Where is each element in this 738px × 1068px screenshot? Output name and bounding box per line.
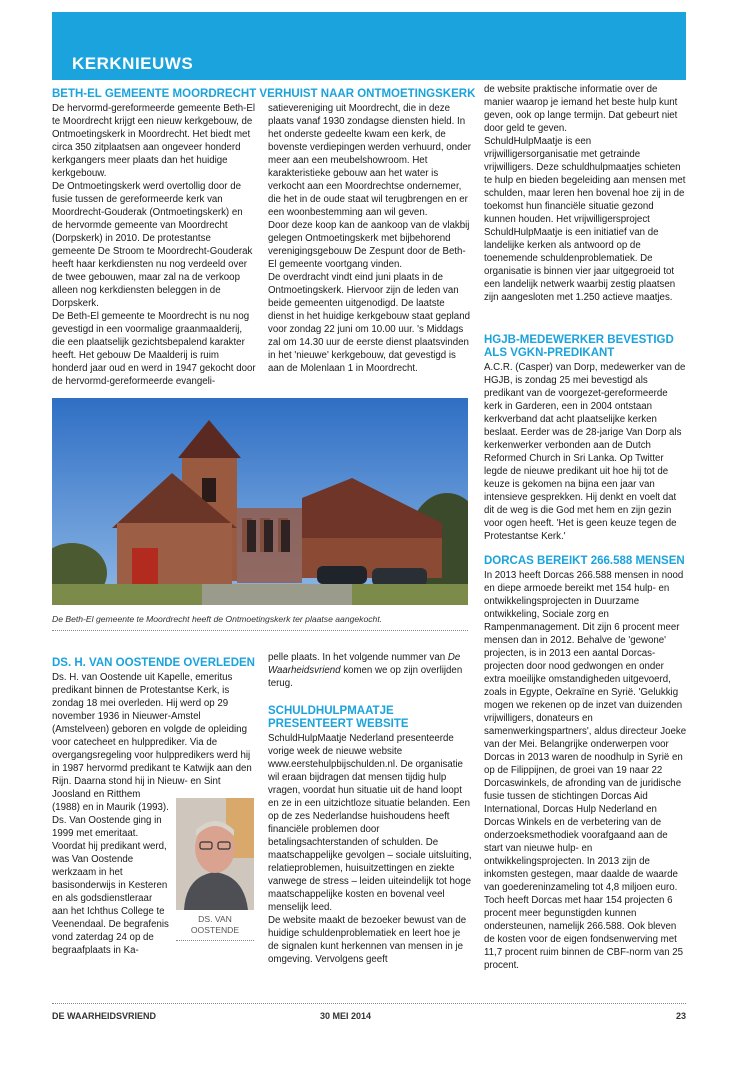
paragraph: SchuldHulpMaatje is een vrijwilligersorganisatie met getrainde vrijwilligers. Deze schuldhulpmaatjes schieten te hulp en bieden begeleiding aan mensen met schulden, maar leren hen bovenal hoe zij in de toekomst hun financiële situatie gezond kunnen houden. Het vrijwilligersproject SchuldHulpMaatje is een initiatief van de landelijke kerken als antwoord op de toenemende schuldenproblematiek. De organisatie is binnen vier jaar uitgegroeid tot een landelijk netwerk waarbij zestig plaatsen zijn aangesloten met 1.250 actieve maatjes. <box>484 136 686 303</box>
article-title-hgjb: HGJB-MEDEWERKER BEVESTIGD ALS VGKN-PREDIKANT <box>484 334 674 359</box>
paragraph: Door deze koop kan de aankoop van de vlakbij gelegen Ontmoetingskerk met bijbehorend verenigingsgebouw De Zespunt door de Beth-El gemeente voortgang vinden. <box>268 220 470 270</box>
divider <box>52 630 468 631</box>
page-number: 23 <box>675 1011 686 1021</box>
paragraph: De Beth-El gemeente te Moordrecht is nu nog gevestigd in een voormalige graanmaalderij, die een plaatselijk gezichtsbepalend karakter heeft. Het gebouw De Maalderij is ruim honderd jaar oud en werd in 1947 gekocht door de hervormd-gereformeerde evangeli- <box>52 311 256 387</box>
portrait-divider <box>176 940 254 941</box>
article-title-oostende: DS. H. VAN OOSTENDE OVERLEDEN <box>52 657 255 669</box>
section-banner <box>52 12 686 80</box>
text: pelle plaats. In het volgende nummer van <box>268 652 448 663</box>
article-oostende-intro: Ds. H. van Oostende uit Kapelle, emeritus predikant binnen de Protestantse Kerk, is zondag 18 mei overleden. Hij werd op 29 november 1936 in Nieuwer-Amstel (Amstelveen) geboren en volgde de opleiding voor catecheet en hulpprediker. Via de overgangsregeling voor hulppredikers werd hij in 1987 hervormd predikant te Katwijk aan den Rijn. Daarna stond hij in Nieuw- en Sint <box>52 672 252 787</box>
paragraph: de website praktische informatie over de manier waarop je iemand het beste hulp kunt geven, ook op lange termijn. Dat gebeurt niet door geld te geven. <box>484 84 678 134</box>
paragraph: De hervormd-gereformeerde gemeente Beth-El te Moordrecht krijgt een nieuw kerkgebouw, de Ontmoetingskerk in Moordrecht. Het biedt met circa 350 zitplaatsen aan ongeveer honderd kerkgangers meer plaats dan het huidige kerkgebouw. <box>52 103 255 179</box>
article-schuldhulp-body <box>268 732 472 966</box>
portrait-caption: DS. VAN OOSTENDE <box>190 914 240 935</box>
article-title-schuldhulp: SCHULDHULPMAATJE PRESENTEERT WEBSITE <box>268 705 409 730</box>
article-title-dorcas: DORCAS BEREIKT 266.588 MENSEN <box>484 555 685 567</box>
article-dorcas-body: In 2013 heeft Dorcas 266.588 mensen in nood en diepe armoede bereikt met 154 hulp- en ontwikkelingsprojecten in Duurzame ontwikkeling, Sociale zorg en Rampenmanagement. Dit zijn 6 procent meer mensen dan in 2012. Behalve de 'gewone' projecten, is in 2013 een aantal Dorcas-projecten door nood gedwongen en onder extra moeilijke omstandigheden uitgevoerd, zoals in Egypte, Oekraïne en Syrië. 'Gelukkig mogen we rekenen op de inzet van duizenden vrijwilligers, donateurs en samenwerkingspartners', aldus directeur Joeke van der Mei. Belangrijke onderwerpen voor Dorcas in 2013 waren de noodhulp in Syrië en op de Filippijnen, de groei van 19 naar 22 Dorcaswinkels, de afronding van de juridische fusie tussen de stichtingen Dorcas Aid International, Dorcas Hulp Nederland en Dorcas Winkels en de verbetering van de onderzoeksmethodiek voorafgaand aan de start van nieuwe hulp- en ontwikkelingsprojecten. In 2013 zijn de inkomsten gestegen, maar daalde de waarde van goedereninzameling tot 4,8 miljoen euro. Toch heeft Dorcas met haar 154 projecten 6 procent meer begunstigden kunnen ondersteunen, namelijk 266.588. Ook bleven de kosten voor de eigen fondsenwerving met 11,7 procent ruim binnen de CBF-norm van 25 procent. <box>484 570 687 971</box>
article-schuldhulp-cont <box>484 83 688 304</box>
article-oostende-narrow: Joosland en Ritthem (1988) en in Maurik (1993). Ds. Van Oostende ging in 1999 met emeritaat. Voordat hij predikant werd, was Van Oostende werkzaam in het basisonderwijs in Kesteren en als godsdienstleraar aan het Ichthus College te Veenendaal. De begrafenis vond zaterdag 24 op de begraafplaats in Ka- <box>52 789 169 956</box>
paragraph: SchuldHulpMaatje Nederland presenteerde vorige week de nieuwe website www.eerstehulpbijschulden.nl. De organisatie wil eraan bijdragen dat mensen tijdig hulp vragen, voordat hun situatie uit de hand loopt en ze in een uitzichtloze situatie belanden. Een op de zes Nederlandse huishoudens heeft financiële problemen door betalingsachterstanden of schulden. De maatschappelijke gevolgen – sociale uitsluiting, relatieproblemen, huisuitzettingen en ziekte vanwege de stress – leiden uiteindelijk tot hoge maatschappelijke kosten en bovenal veel menselijk leed. <box>268 733 472 913</box>
article-bethel-col1 <box>52 102 256 388</box>
paragraph: satievereniging uit Moordrecht, die in deze plaats vanaf 1930 zondagse diensten hield. In het onderste gedeelte kwam een kerk, de bovenste verdiepingen werden verhuurd, onder meer aan een meubelshowroom. Het karakteristieke gebouw aan het water is verkocht aan een Moordrechtse ondernemer, die het in de oude staat wil terugbrengen en er een woonbestemming aan wil geven. <box>268 103 472 218</box>
footer-magazine: DE WAARHEIDSVRIEND <box>52 1011 157 1021</box>
article-bethel-col2 <box>268 102 472 375</box>
article-title-bethel: BETH-EL GEMEENTE MOORDRECHT VERHUIST NAAR ONTMOETINGSKERK <box>52 88 476 100</box>
footer-date: 30 MEI 2014 <box>320 1011 372 1021</box>
portrait-photo <box>176 798 254 910</box>
text: komen we op zijn overlijden terug. <box>268 665 463 689</box>
church-photo <box>52 398 468 605</box>
photo-caption: De Beth-El gemeente te Moordrecht heeft de Ontmoetingskerk ter plaatse aangekocht. <box>52 614 383 624</box>
paragraph: De website maakt de bezoeker bewust van de huidige schuldenproblematiek en leert hoe je de signalen kunt herkennen van mensen in je omgeving. Vervolgens geeft <box>268 915 467 965</box>
article-hgjb-body: A.C.R. (Casper) van Dorp, medewerker van de HGJB, is zondag 25 mei bevestigd als predikant van de voorgezet-gereformeerde kerk in Garderen, een in 2004 ontstaan kerkverband dat acht plaatselijke kerken beslaat. Eerder was de 28-jarige Van Dorp als kerkenwerker verbonden aan de Dutch Reformed Church in Sri Lanka. Op Twitter legde de nieuwe predikant uit hoe hij tot de keuze is gekomen na bijna een jaar van intensieve gesprekken. Hij denkt en voelt dat dit de weg is die God met hem en zijn gezin voor ogen heeft. 'Het is geen keuze tegen de Protestantse Kerk.' <box>484 362 686 542</box>
paragraph: De overdracht vindt eind juni plaats in de Ontmoetingskerk. Hiervoor zijn de leden van beide gemeenten uitgenodigd. De laatste dienst in het huidige kerkgebouw staat gepland voor zondag 22 juni om 10.00 uur. 's Middags zal om 14.30 uur de eerste dienst plaatsvinden in het 'nieuwe' kerkgebouw, dat gevestigd is aan de Molenlaan 1 in Moordrecht. <box>268 272 470 374</box>
footer-divider <box>52 1003 686 1004</box>
section-title: KERKNIEUWS <box>72 54 194 73</box>
paragraph: De Ontmoetingskerk werd overtollig door de fusie tussen de gereformeerde kerk van Moordrecht-Gouderak (Ontmoetingskerk) en de hervormde gemeente van Moordrecht (Dorpskerk) in 2010. De protestantse gemeente De Stroom te Moordrecht-Gouderak heeft haar kerkdiensten nu nog verdeeld over de twee gebouwen, maar zal na de verkoop alleen nog kerkdiensten beleggen in de Dorpskerk. <box>52 181 253 309</box>
magazine-name: De Waarheidsvriend <box>268 652 461 676</box>
article-oostende-cont <box>268 651 472 690</box>
